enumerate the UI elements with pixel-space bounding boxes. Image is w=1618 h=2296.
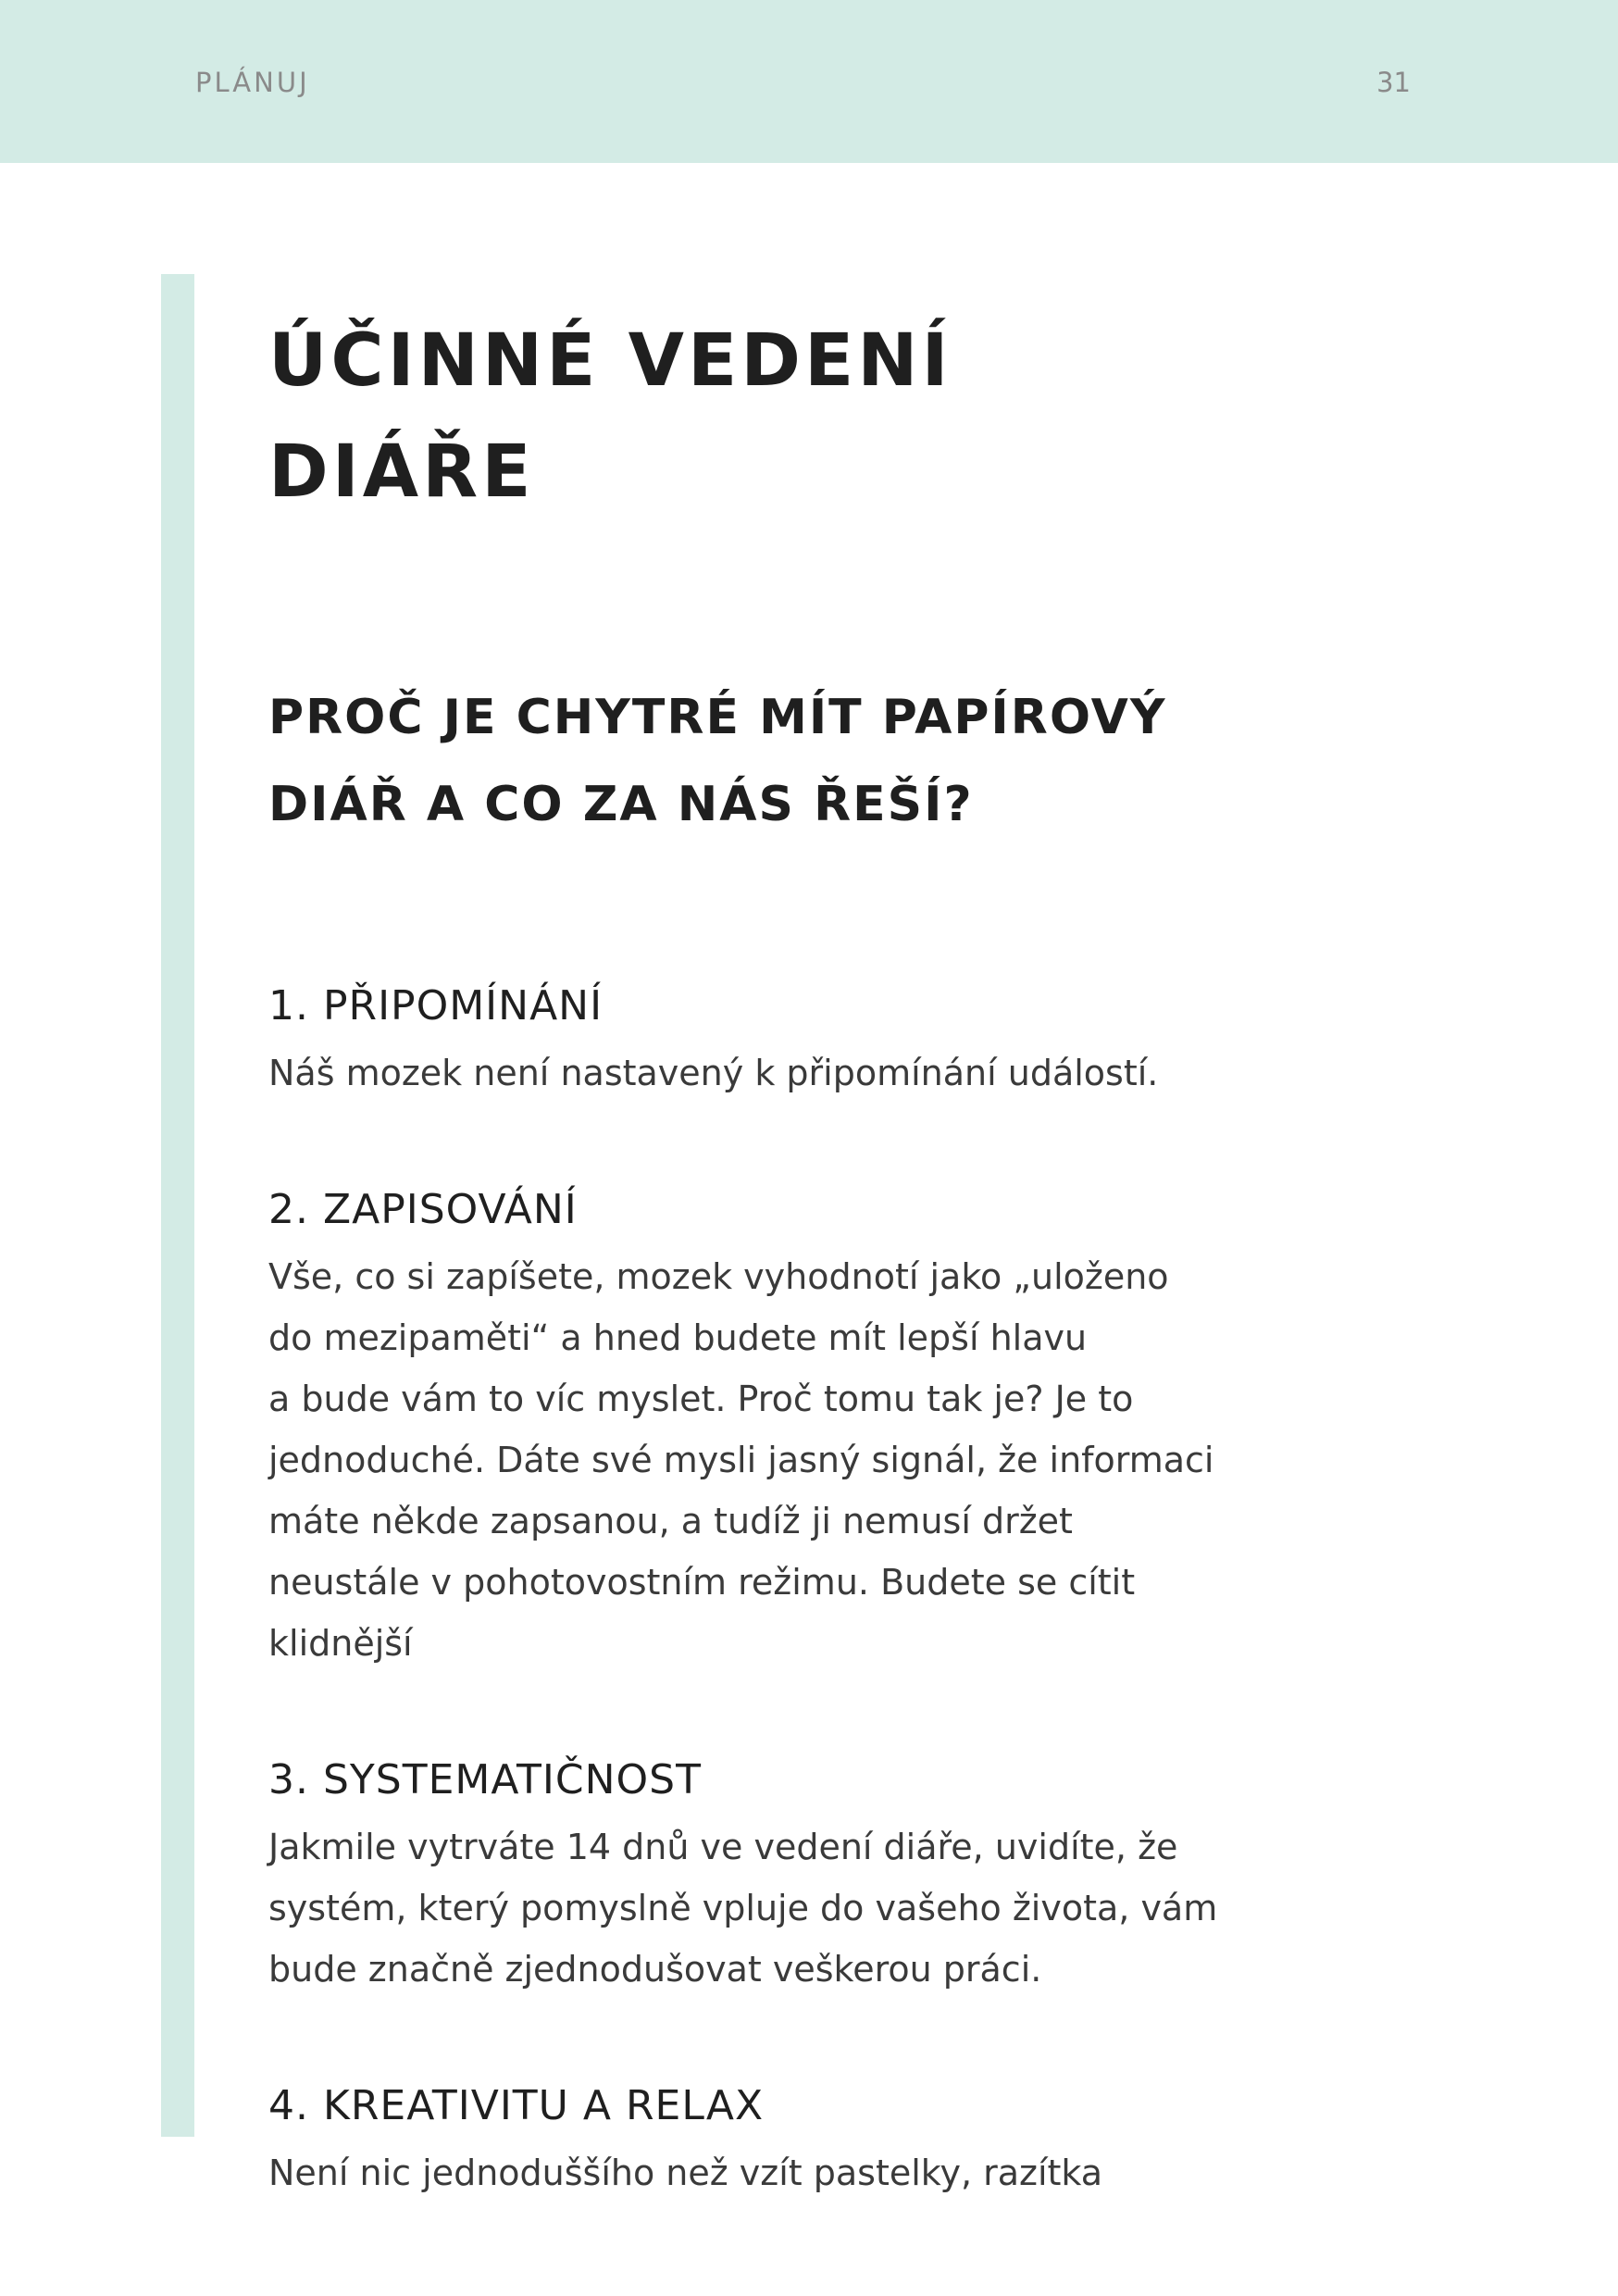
section-heading: 4. KREATIVITU A RELAX xyxy=(268,2082,765,2129)
section-body xyxy=(268,1246,1214,1674)
body-line: Jakmile vytrváte 14 dnů ve vedení diáře, uvidíte, že xyxy=(268,1827,1178,1867)
section-heading: 1. PŘIPOMÍNÁNÍ xyxy=(268,982,604,1029)
header-bar xyxy=(0,0,1618,163)
body-line: systém, který pomyslně vpluje do vašeho života, vám xyxy=(268,1888,1218,1928)
body-line: Náš mozek není nastavený k připomínání událostí. xyxy=(268,1053,1159,1093)
body-line: klidnější xyxy=(268,1623,413,1664)
body-line: a bude vám to víc myslet. Proč tomu tak je? Je to xyxy=(268,1379,1134,1419)
subtitle-line: DIÁŘ A CO ZA NÁS ŘEŠÍ? xyxy=(268,777,974,832)
body-line: Vše, co si zapíšete, mozek vyhodnotí jako „uloženo xyxy=(268,1256,1169,1297)
section-heading: 2. ZAPISOVÁNÍ xyxy=(268,1186,578,1233)
section-writing xyxy=(268,1174,1214,1674)
body-line: bude značně zjednodušovat veškerou práci. xyxy=(268,1949,1042,1990)
section-body xyxy=(268,1816,1218,2000)
body-line: jednoduché. Dáte své mysli jasný signál, že informaci xyxy=(268,1440,1214,1480)
running-head: PLÁNUJ xyxy=(195,67,310,98)
page-title: ÚČINNÉ VEDENÍ DIÁŘE xyxy=(268,319,952,514)
page-content xyxy=(268,306,1218,2203)
subtitle-line: PROČ JE CHYTRÉ MÍT PAPÍROVÝ xyxy=(268,690,1167,745)
section-body xyxy=(268,1042,1194,1104)
body-line: neustále v pohotovostním režimu. Budete se cítit xyxy=(268,1562,1136,1603)
body-line: Není nic jednoduššího než vzít pastelky, razítka xyxy=(268,2152,1103,2193)
page-number: 31 xyxy=(1376,67,1411,98)
section-systematicity xyxy=(268,1744,1218,2000)
section-heading: 3. SYSTEMATIČNOST xyxy=(268,1756,702,1803)
section-body xyxy=(268,2142,1194,2203)
section-creativity xyxy=(268,2070,1194,2203)
section-reminding xyxy=(268,970,1194,1104)
accent-rule xyxy=(161,274,194,2137)
body-line: do mezipaměti“ a hned budete mít lepší hlavu xyxy=(268,1317,1088,1358)
subtitle xyxy=(268,674,1194,848)
body-line: máte někde zapsanou, a tudíž ji nemusí držet xyxy=(268,1501,1073,1541)
